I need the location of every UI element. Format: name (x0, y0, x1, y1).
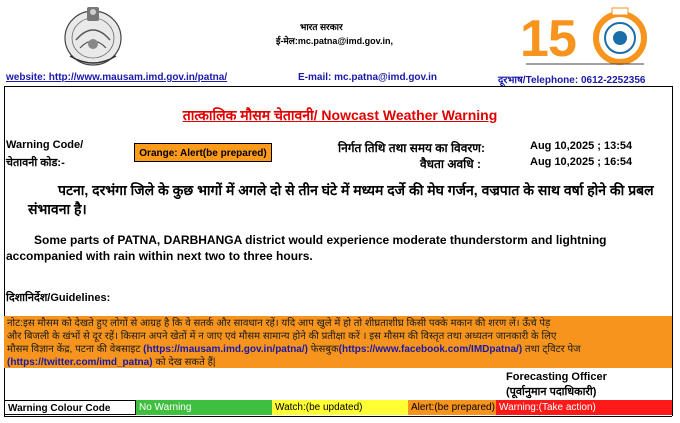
svg-text:5: 5 (548, 10, 577, 68)
page-title: तात्कालिक मौसम चेतावनी/ Nowcast Weather Warning (182, 107, 498, 123)
svg-text:1: 1 (520, 10, 549, 68)
warning-code-badge: Orange: Alert(be prepared) (134, 143, 272, 162)
imd-150-years-logo-icon (520, 6, 650, 70)
legend-watch: Watch:(be updated) (272, 400, 408, 415)
note-line: (https://twitter.com/imd_patna) को देख सकते हैं| (7, 357, 216, 368)
twitter-link[interactable]: (https://twitter.com/imd_patna) (7, 357, 153, 368)
frame-right (672, 86, 673, 416)
validity-value: Aug 10,2025 ; 16:54 (530, 156, 633, 168)
hindi-message-line: संभावना है। (28, 201, 87, 217)
warning-code-label-hindi: चेतावनी कोड:- (6, 157, 65, 169)
email-label: E-mail: mc.patna@imd.gov.in (298, 72, 438, 83)
legend-label: Warning Colour Code (4, 400, 136, 415)
website-link[interactable]: website: http://www.mausam.imd.gov.in/patna/ (6, 72, 228, 83)
english-message-line: accompanied with rain within next two to three hours. (6, 249, 313, 263)
header-divider (4, 86, 672, 87)
guidelines-note (4, 316, 672, 368)
guidelines-label: दिशानिर्देश/Guidelines: (6, 292, 111, 304)
note-line: नोट:इस मौसम को देखते हुए लोगों से आग्रह है कि वे सतर्क और सावधान रहें। यदि आप खुले में हो तो शीघ्रताशीघ्र किसी पक्के मकान की शरण लें। ऊँचे पेड़ (7, 318, 551, 329)
telephone-label: दूरभाष/Telephone: 0612-2252356 (498, 75, 646, 86)
header-email: ई-मेल:mc.patna@imd.gov.in, (276, 36, 394, 46)
english-message-line: Some parts of PATNA, DARBHANGA district would experience moderate thunderstorm and lightning (34, 233, 607, 247)
issue-time-value: Aug 10,2025 ; 13:54 (530, 140, 633, 152)
issue-time-label: निर्गत तिथि तथा समय का विवरण: (338, 141, 485, 155)
hindi-warning-message (28, 181, 658, 219)
english-warning-message (6, 232, 646, 264)
facebook-link[interactable]: (https://www.facebook.com/IMDpatna/) (338, 344, 523, 355)
legend-alert: Alert:(be prepared) (408, 400, 496, 415)
government-label: भारत सरकार (300, 22, 343, 32)
hindi-message-line: पटना, दरभंगा जिले के कुछ भागों में अगले दो से तीन घंटे में मध्यम दर्जे की मेघ गर्जन, वज्रपात के साथ वर्षा होने की प्रबल (58, 182, 654, 198)
legend-warning: Warning:(Take action) (496, 400, 672, 415)
note-line: और बिजली के खंभों से दूर रहें। किसान अपने खेतों में न जाए एवं मौसम सामान्य होने की प्रतीक्षा करें । इस मौसम की विस्तृत तथा अध्यतन जानकारी के लिए (7, 331, 557, 342)
imd-emblem-icon (62, 4, 124, 70)
frame-bottom (4, 416, 672, 417)
imd-website-link[interactable]: (https://mausam.imd.gov.in/patna/) (143, 344, 308, 355)
note-line: मौसम विज्ञान केंद्र, पटना की वेबसाइट (https://mausam.imd.gov.in/patna/) फेसबुक(https://www.facebook.com/IMDpatna/) तथा ट्विटर पेज (7, 344, 581, 355)
validity-label: वैधता अवधि : (420, 157, 481, 171)
legend-no-warning: No Warning (136, 400, 272, 415)
warning-code-label: Warning Code/ (6, 139, 84, 151)
forecasting-officer-signature: Forecasting Officer (पूर्वानुमान पदाधिकारी) (506, 371, 607, 398)
